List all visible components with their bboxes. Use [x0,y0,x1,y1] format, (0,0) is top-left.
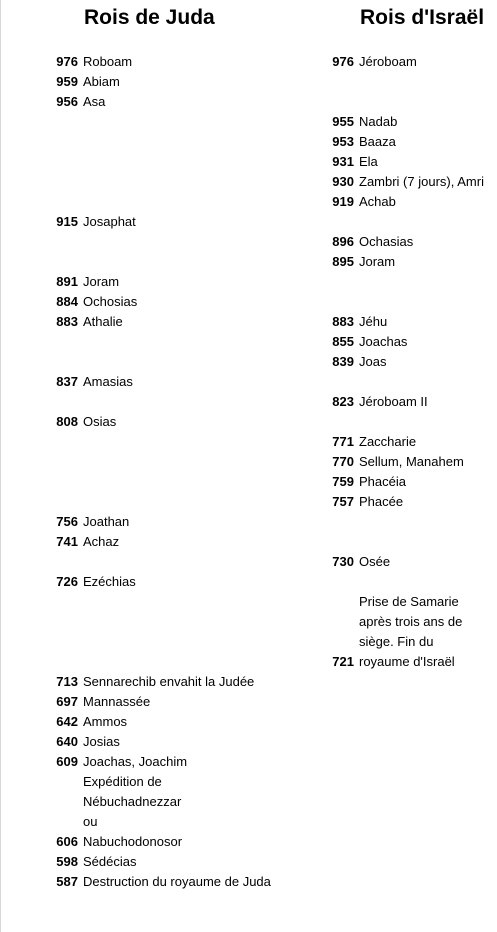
judah-king-name: Joathan [83,514,130,529]
judah-king-name: Sédécias [83,854,137,869]
israel-king-name: Jéroboam [359,54,417,69]
israel-king-name: Zaccharie [359,434,417,449]
judah-king-name: Expédition de [83,774,162,789]
judah-king-name: Ochosias [83,294,138,309]
judah-king-year: 606 [56,834,78,849]
judah-king-name: Roboam [83,54,133,69]
judah-king-name: Osias [83,414,117,429]
israel-king-name: Jéhu [359,314,388,329]
judah-king-year: 976 [56,54,78,69]
israel-king-name: Joram [359,254,396,269]
israel-king-name: royaume d'Israël [359,654,455,669]
judah-king-name: Ezéchias [83,574,136,589]
judah-king-year: 837 [56,374,78,389]
judah-king-name: Amasias [83,374,133,389]
judah-king-year: 598 [56,854,78,869]
judah-king-name: Ammos [83,714,128,729]
israel-king-year: 855 [332,334,354,349]
judah-king-year: 609 [56,754,78,769]
judah-king-name: Josias [83,734,120,749]
judah-king-year: 915 [56,214,78,229]
judah-king-name: ou [83,814,98,829]
judah-king-year: 697 [56,694,78,709]
judah-king-name: Joachas, Joachim [83,754,188,769]
israel-king-year: 896 [332,234,354,249]
israel-king-year: 759 [332,474,354,489]
judah-king-year: 884 [56,294,78,309]
judah-king-year: 587 [56,874,78,889]
israel-king-name: siège. Fin du [359,634,434,649]
israel-king-year: 931 [332,154,354,169]
israel-king-name: Joachas [359,334,408,349]
israel-king-year: 955 [332,114,354,129]
judah-king-year: 726 [56,574,78,589]
israel-king-name: Prise de Samarie [359,594,459,609]
israel-king-year: 919 [332,194,354,209]
judah-kings-heading: Rois de Juda [84,6,215,29]
judah-king-name: Athalie [83,314,123,329]
judah-king-name: Abiam [83,74,120,89]
israel-king-year: 883 [332,314,354,329]
israel-king-name: Sellum, Manahem [359,454,464,469]
judah-king-name: Joram [83,274,120,289]
israel-king-year: 770 [332,454,354,469]
judah-king-year: 959 [56,74,78,89]
israel-king-name: Ela [359,154,378,169]
judah-king-name: Nabuchodonosor [83,834,183,849]
israel-king-year: 757 [332,494,354,509]
israel-king-year: 771 [332,434,354,449]
israel-king-name: Achab [359,194,396,209]
judah-king-year: 883 [56,314,78,329]
israel-king-name: Joas [359,354,387,369]
israel-king-name: après trois ans de [359,614,463,629]
judah-king-name: Asa [83,94,106,109]
israel-king-year: 839 [332,354,354,369]
judah-king-year: 741 [56,534,78,549]
judah-king-year: 956 [56,94,78,109]
judah-king-name: Achaz [83,534,120,549]
judah-king-name: Sennarechib envahit la Judée [83,674,255,689]
israel-kings-heading: Rois d'Israël [360,6,485,29]
israel-king-year: 976 [332,54,354,69]
israel-king-name: Nadab [359,114,398,129]
judah-king-name: Destruction du royaume de Juda [83,874,271,889]
israel-king-name: Zambri (7 jours), Amri [359,174,484,189]
judah-king-year: 756 [56,514,78,529]
israel-king-name: Ochasias [359,234,414,249]
judah-king-year: 642 [56,714,78,729]
judah-king-year: 891 [56,274,78,289]
judah-king-name: Nébuchadnezzar [83,794,182,809]
israel-king-name: Phacée [359,494,404,509]
israel-king-year: 730 [332,554,354,569]
judah-king-year: 640 [56,734,78,749]
israel-king-name: Osée [359,554,391,569]
israel-king-name: Phacéia [359,474,406,489]
israel-king-name: Jéroboam II [359,394,428,409]
judah-king-name: Mannassée [83,694,151,709]
israel-king-year: 930 [332,174,354,189]
israel-king-year: 895 [332,254,354,269]
judah-king-year: 713 [56,674,78,689]
israel-king-year: 721 [332,654,354,669]
israel-king-name: Baaza [359,134,396,149]
israel-king-year: 823 [332,394,354,409]
judah-king-year: 808 [56,414,78,429]
judah-king-name: Josaphat [83,214,136,229]
israel-king-year: 953 [332,134,354,149]
